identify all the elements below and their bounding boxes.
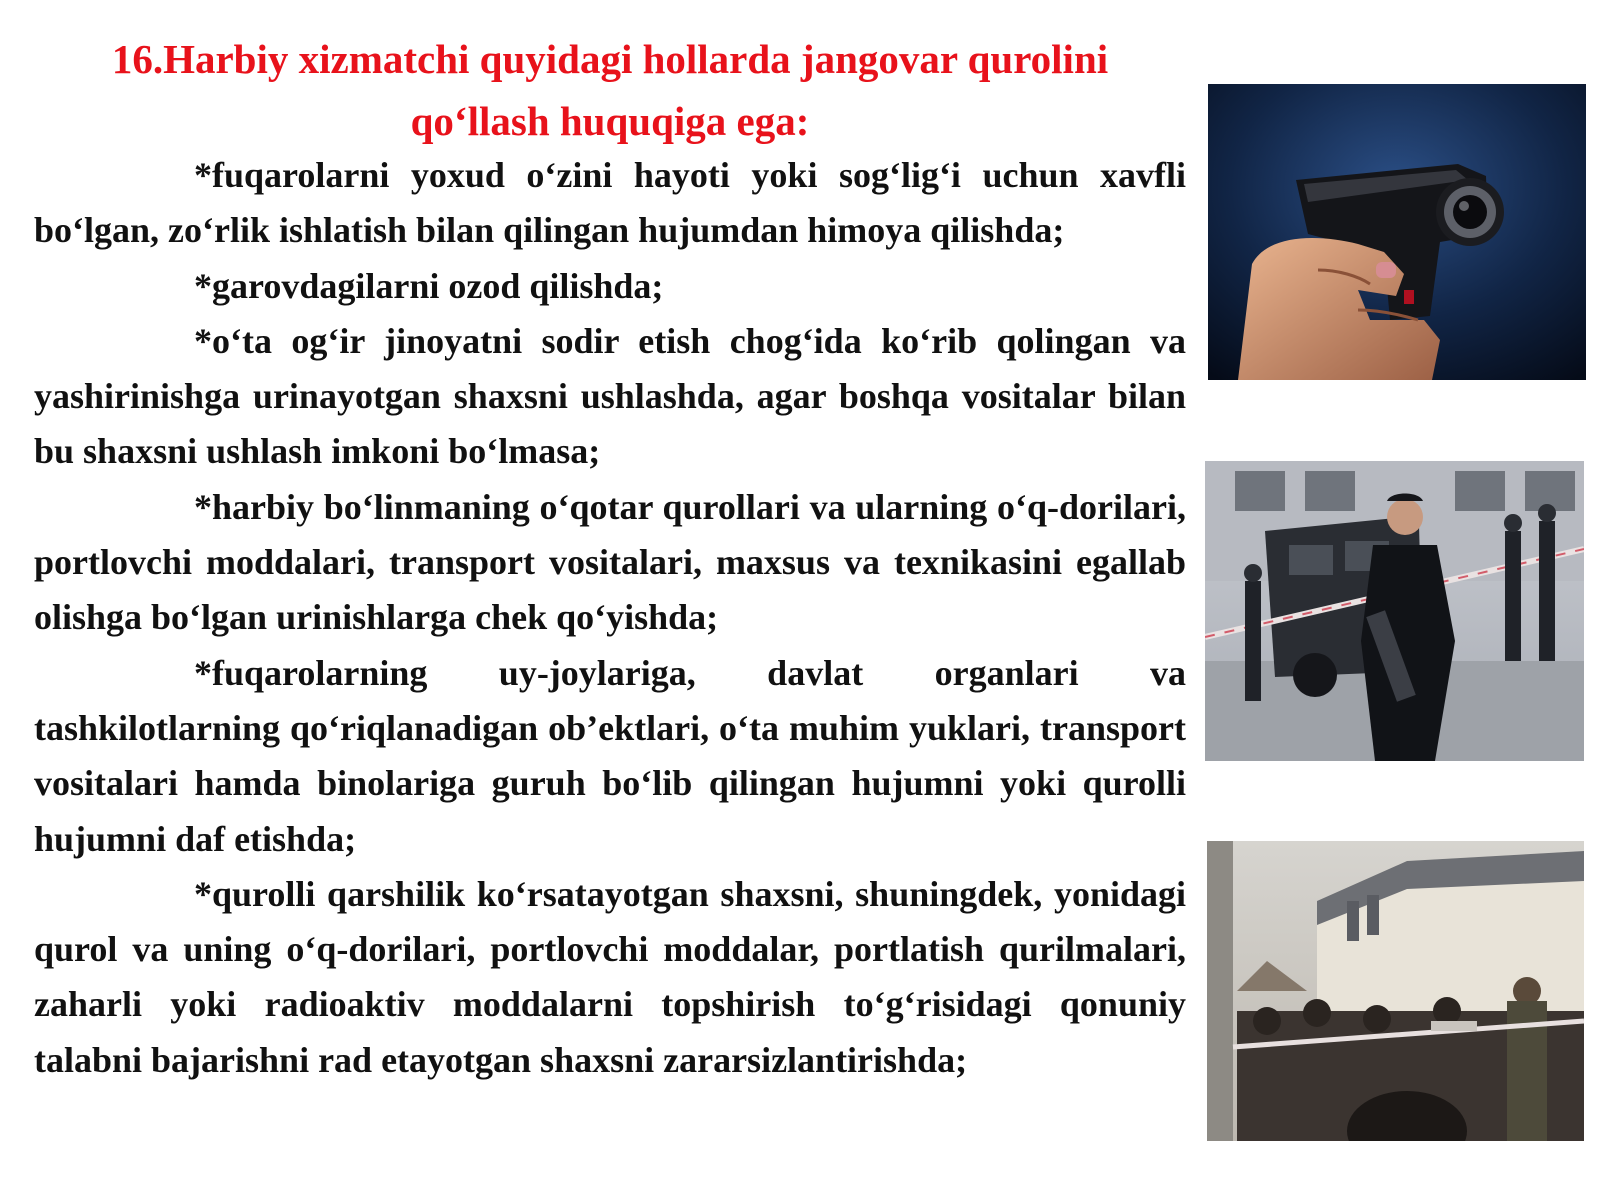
pistol-image [1208, 84, 1586, 380]
slide-title: 16.Harbiy xizmatchi quyidagi hollarda jangovar qurolini qo‘llash huquqiga ega: [111, 36, 1109, 144]
paragraph-3: *o‘ta og‘ir jinoyatni sodir etish chog‘ida ko‘rib qolingan va yashirinishga urinayotgan shaxsni ushlashda, agar boshqa vositalar bilan bu shaxsni ushlash imkoni bo‘lmasa; [34, 320, 1186, 472]
paragraph-2: *garovdagilarni ozod qilishda; [194, 265, 664, 306]
paragraph-1: *fuqarolarni yoxud o‘zini hayoti yoki sog‘lig‘i uchun xavfli bo‘lgan, zo‘rlik ishlatish bilan qilingan hujumdan himoya qilishda; [34, 155, 1186, 251]
crowd-image [1207, 841, 1584, 1141]
photo-officer [1205, 461, 1584, 761]
photo-pistol [1208, 84, 1586, 380]
officer-image [1205, 461, 1584, 761]
slide-body [34, 148, 1186, 1088]
paragraph-5: *fuqarolarning uy-joylariga, davlat organlari va tashkilotlarning qo‘riqlanadigan ob’ektlari, o‘ta muhim yuklari, transport vositalari hamda binolariga guruh bo‘lib qilingan hujumni yoki qurolli hujumni daf etishda; [34, 652, 1186, 859]
photo-street-crowd [1207, 841, 1584, 1141]
paragraph-6: *qurolli qarshilik ko‘rsatayotgan shaxsni, shuningdek, yonidagi qurol va uning o‘q-dorilari, portlovchi moddalar, portlatish qurilmalari, zaharli yoki radioaktiv moddalarni topshirish to‘g‘risidagi qonuniy talabni bajarishni rad etayotgan shaxsni zararsizlantirishda; [34, 873, 1186, 1080]
paragraph-4: *harbiy bo‘linmaning o‘qotar qurollari va ularning o‘q-dorilari, portlovchi moddalari, transport vositalari, maxsus va texnikasini egallab olishga bo‘lgan urinishlarga chek qo‘yishda; [34, 486, 1186, 638]
